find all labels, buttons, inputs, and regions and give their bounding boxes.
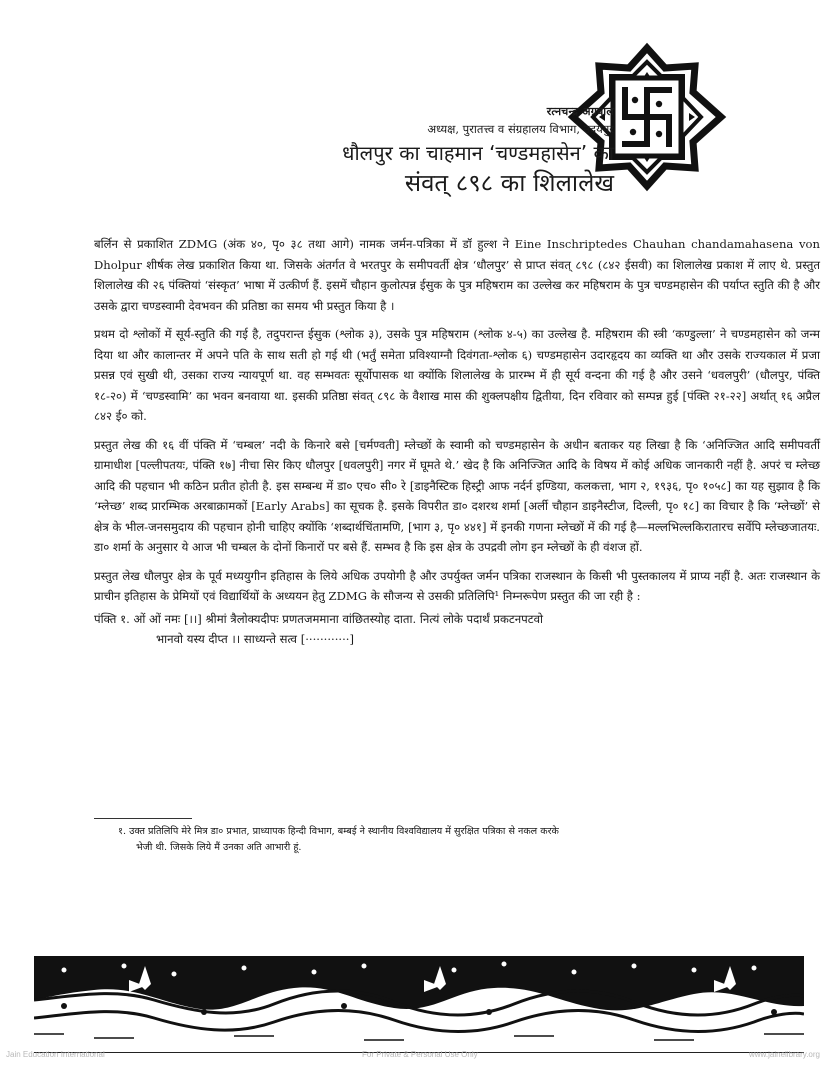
footnote-line-2: भेजी थी. जिसके लिये मैं उनका अति आभारी हूं. bbox=[136, 842, 302, 853]
paragraph-2: प्रथम दो श्लोकों में सूर्य-स्तुति की गई है, तदुपरान्त ईसुक (श्लोक ३), उसके पुत्र महिषराम (श्लोक ४-५) का उल्लेख है. महिषराम की स्त्री ‘कण्डुल्ला’ ने चण्डमहासेन को जन्म दिया था और कालान्तर में अपने पति के साथ सती हो गई थी (भर्तुं समेता प्रविश्याग्नौ दिवंगता-श्लोक ६) चण्डमहासेन उदारहृदय का व्यक्ति था और उसके राज्यकाल में प्रजा प्रसन्न एवं सुखी थी, उसका राज्य न्यायपूर्ण था. वह सम्भवतः सूर्योपासक था क्योंकि शिलालेख के प्रारम्भ में ही सूर्य वन्दना की गई है और उसने ‘धवलपुरी’ (धौलपुर, पंक्ति १८-२०) में ‘चण्डस्वामि’ का भवन बनवाया था. इसकी प्रतिष्ठा संवत् ८९८ के वैशाख मास की शुक्लपक्षीय द्वितीया, दिन रविवार को सम्पन्न हुई [पंक्ति २१-२२] अर्थात् १६ अप्रैल ८४२ ई० को. bbox=[94, 327, 820, 423]
page-title-line2: संवत् ८९८ का शिलालेख bbox=[404, 169, 614, 197]
watermark-right[interactable]: www.jainelibrary.org bbox=[749, 1050, 820, 1059]
inscription-line-1-cont: भानवो यस्य दीप्त ।। साध्यन्ते सत्व [············] bbox=[156, 632, 354, 646]
page-title-line1: धौलपुर का चाहमान ‘चण्डमहासेन’ का bbox=[342, 141, 614, 165]
footnote-line-1: १. उक्त प्रतिलिपि मेरे मित्र डा० प्रभात, प्राध्यापक हिन्दी विभाग, बम्बई ने स्थानीय विश्वविद्यालय में सुरक्षित पत्रिका से नकल करके bbox=[118, 826, 559, 837]
footnote-divider bbox=[94, 818, 192, 819]
fish-and-lotus-frieze-icon bbox=[34, 956, 804, 1046]
paragraph-1: बर्लिन से प्रकाशित ZDMG (अंक ४०, पृ० ३८ तथा आगे) नामक जर्मन-पत्रिका में डॉ हुल्श ने Eine Inschriptedes Chauhan chandamahasena von Dholpur शीर्षक लेख प्रकाशित किया था. जिसके अंतर्गत वे भरतपुर के समीपवर्ती क्षेत्र ‘धौलपुर’ से प्राप्त संवत् ८९८ (८४२ ईसवी) का शिलालेख प्रकाश में लाए थे. प्रस्तुत शिलालेख की २६ पंक्तियां ‘संस्कृत’ भाषा में उत्कीर्ण हैं. इसमें चौहान कुलोत्पन्न ईसुक के पुत्र महिषराम का उल्लेख कर महिषराम के पुत्र चण्डमहासेन की पर्याप्त स्तुति की है और उसके द्वारा चण्डस्वामी देवभवन की प्रतिष्ठा का समय भी प्रस्तुत किया है । bbox=[94, 237, 820, 313]
watermark-center: For Private & Personal Use Only bbox=[362, 1050, 478, 1059]
author-affiliation: अध्यक्ष, पुरातत्त्व व संग्रहालय विभाग, उदयपुर bbox=[427, 122, 614, 136]
paragraph-3: प्रस्तुत लेख की १६ वीं पंक्ति में ‘चम्बल’ नदी के किनारे बसे [चर्मण्वती] म्लेच्छों के स्वामी को चण्डमहासेन के अधीन बताकर यह लिखा है कि ‘अनिज्जित आदि समीपवर्ती ग्रामाधीश [पल्लीपतयः, पंक्ति १७] नीचा सिर किए धौलपुर [धवलपुरी] नगर में घूमते थे.’ खेद है कि अनिज्जित आदि के विषय में कोई अधिक जानकारी नहीं है. अपरं च म्लेच्छ आदि की पहचान भी कठिन प्रतीत होती है. इस सम्बन्ध में डा० एच० सी० रे [डाइनैस्टिक हिस्ट्री आफ नर्दर्न इण्डिया, कलकत्ता, भाग २, १९३६, पृ० १०५८] का यह सुझाव है कि ‘म्लेच्छ’ शब्द प्रारम्भिक अरबाक्रामकों [Early Arabs] का सूचक है. इसके विपरीत डा० दशरथ शर्मा [अर्ली चौहान डाइनैस्टीज, दिल्ली, पृ० १८] का विचार है कि ‘म्लेच्छों’ से क्षेत्र के भील-जनसमुदाय की पहचान होनी चाहिए क्योंकि ‘शब्दार्थचिंतामणि, [भाग ३, पृ० ४४१] में इनकी गणना म्लेच्छों में की गई है—मल्लभिल्लकिरातारच सर्वेपि म्लेच्छजातयः. डा० शर्मा के अनुसार ये आज भी चम्बल के दोनों किनारों पर बसे हैं. सम्भव है कि इस क्षेत्र के उपद्रवी लोग इन म्लेच्छों के ही वंशज हों. bbox=[94, 437, 820, 554]
inscription-line-1: पंक्ति १. ओं ओं नमः [।।] श्रीमां त्रैलोक्यदीपः प्रणतजममाना वांछितस्योह दाता. नित्यं लोके पदार्थं प्रकटनपटवो bbox=[94, 611, 544, 626]
author-name: रत्नचन्द्र अग्रवाल bbox=[546, 105, 614, 118]
article-body bbox=[94, 234, 820, 650]
watermark-left: Jain Education International bbox=[6, 1050, 105, 1059]
paragraph-4: प्रस्तुत लेख धौलपुर क्षेत्र के पूर्व मध्ययुगीन इतिहास के लिये अधिक उपयोगी है और उपर्युक्त जर्मन पत्रिका राजस्थान के किसी भी पुस्तकालय में प्राप्य नहीं है. अतः राजस्थान के प्राचीन इतिहास के प्रेमियों एवं विद्यार्थियों के अध्ययन हेतु ZDMG के सौजन्य से उसकी प्रतिलिपि¹ निम्नरूपेण प्रस्तुत की जा रही है : bbox=[94, 568, 820, 603]
footnote bbox=[118, 824, 818, 856]
